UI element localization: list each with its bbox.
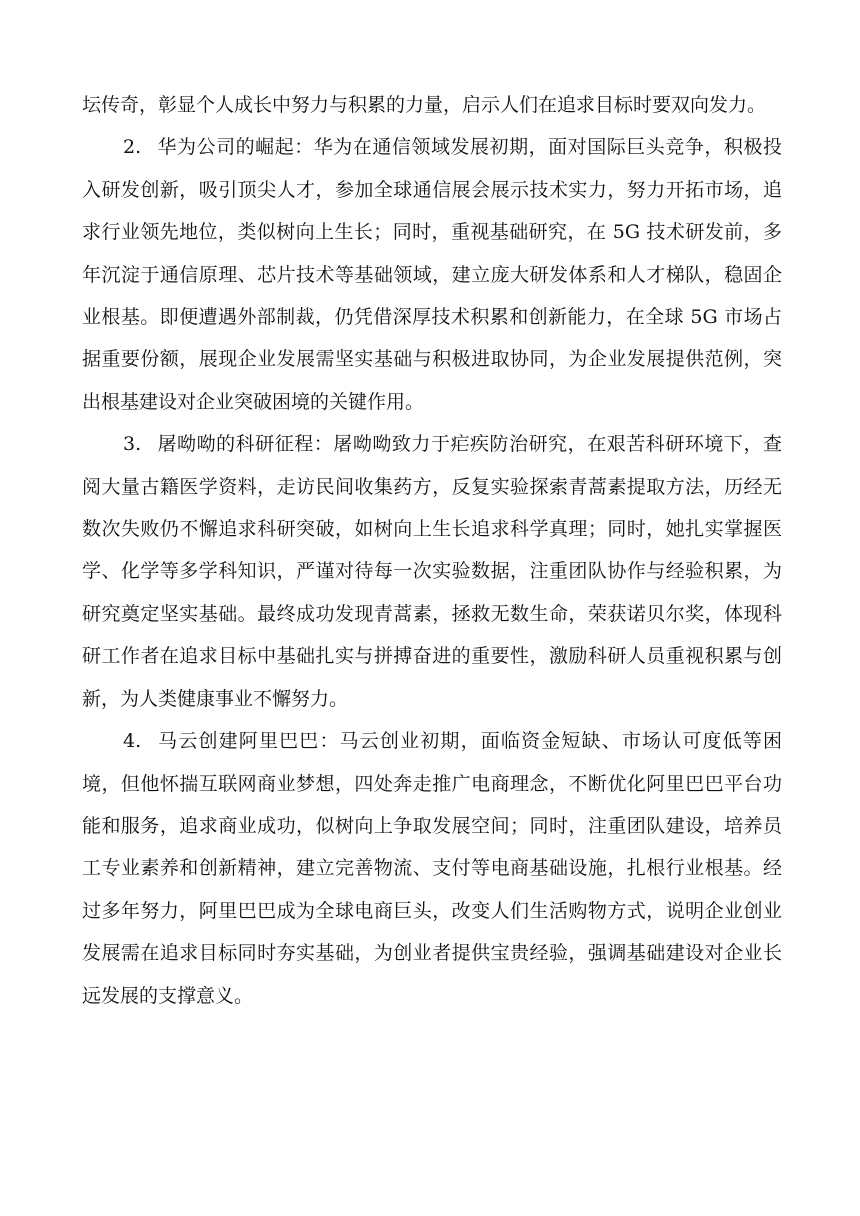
list-item-tu-youyou (82, 423, 782, 720)
continuation-paragraph: 坛传奇，彰显个人成长中努力与积累的力量，启示人们在追求目标时要双向发力。 (82, 94, 767, 116)
item-number: 4. (123, 730, 142, 753)
item-number: 2. (123, 136, 142, 159)
item-number: 3. (123, 433, 142, 456)
list-item-alibaba (82, 720, 782, 1017)
item-text: 华为公司的崛起：华为在通信领域发展初期，面对国际巨头竞争，积极投入研发创新，吸引顶尖人才，参加全球通信展会展示技术实力，努力开拓市场，追求行业领先地位，类似树向上生长；同时，重视基础研究，在 5G 技术研发前，多年沉淀于通信原理、芯片技术等基础领域，建立庞大研发体系和人才梯队，稳固企业根基。即便遭遇外部制裁，仍凭借深厚技术积累和创新能力，在全球 5G 市场占据重要份额，展现企业发展需坚实基础与积极进取协同，为企业发展提供范例，突出根基建设对企业突破困境的关键作用。 (82, 136, 782, 413)
document-page (82, 84, 782, 1017)
list-item-huawei (82, 126, 782, 423)
item-text: 屠呦呦的科研征程：屠呦呦致力于疟疾防治研究，在艰苦科研环境下，查阅大量古籍医学资料，走访民间收集药方，反复实验探索青蒿素提取方法，历经无数次失败仍不懈追求科研突破，如树向上生长追求科学真理；同时，她扎实掌握医学、化学等多学科知识，严谨对待每一次实验数据，注重团队协作与经验积累，为研究奠定坚实基础。最终成功发现青蒿素，拯救无数生命，荣获诺贝尔奖，体现科研工作者在追求目标中基础扎实与拼搏奋进的重要性，激励科研人员重视积累与创新，为人类健康事业不懈努力。 (82, 433, 782, 710)
item-text: 马云创建阿里巴巴：马云创业初期，面临资金短缺、市场认可度低等困境，但他怀揣互联网商业梦想，四处奔走推广电商理念，不断优化阿里巴巴平台功能和服务，追求商业成功，似树向上争取发展空间；同时，注重团队建设，培养员工专业素养和创新精神，建立完善物流、支付等电商基础设施，扎根行业根基。经过多年努力，阿里巴巴成为全球电商巨头，改变人们生活购物方式，说明企业创业发展需在追求目标同时夯实基础，为创业者提供宝贵经验，强调基础建设对企业长远发展的支撑意义。 (82, 730, 782, 1007)
